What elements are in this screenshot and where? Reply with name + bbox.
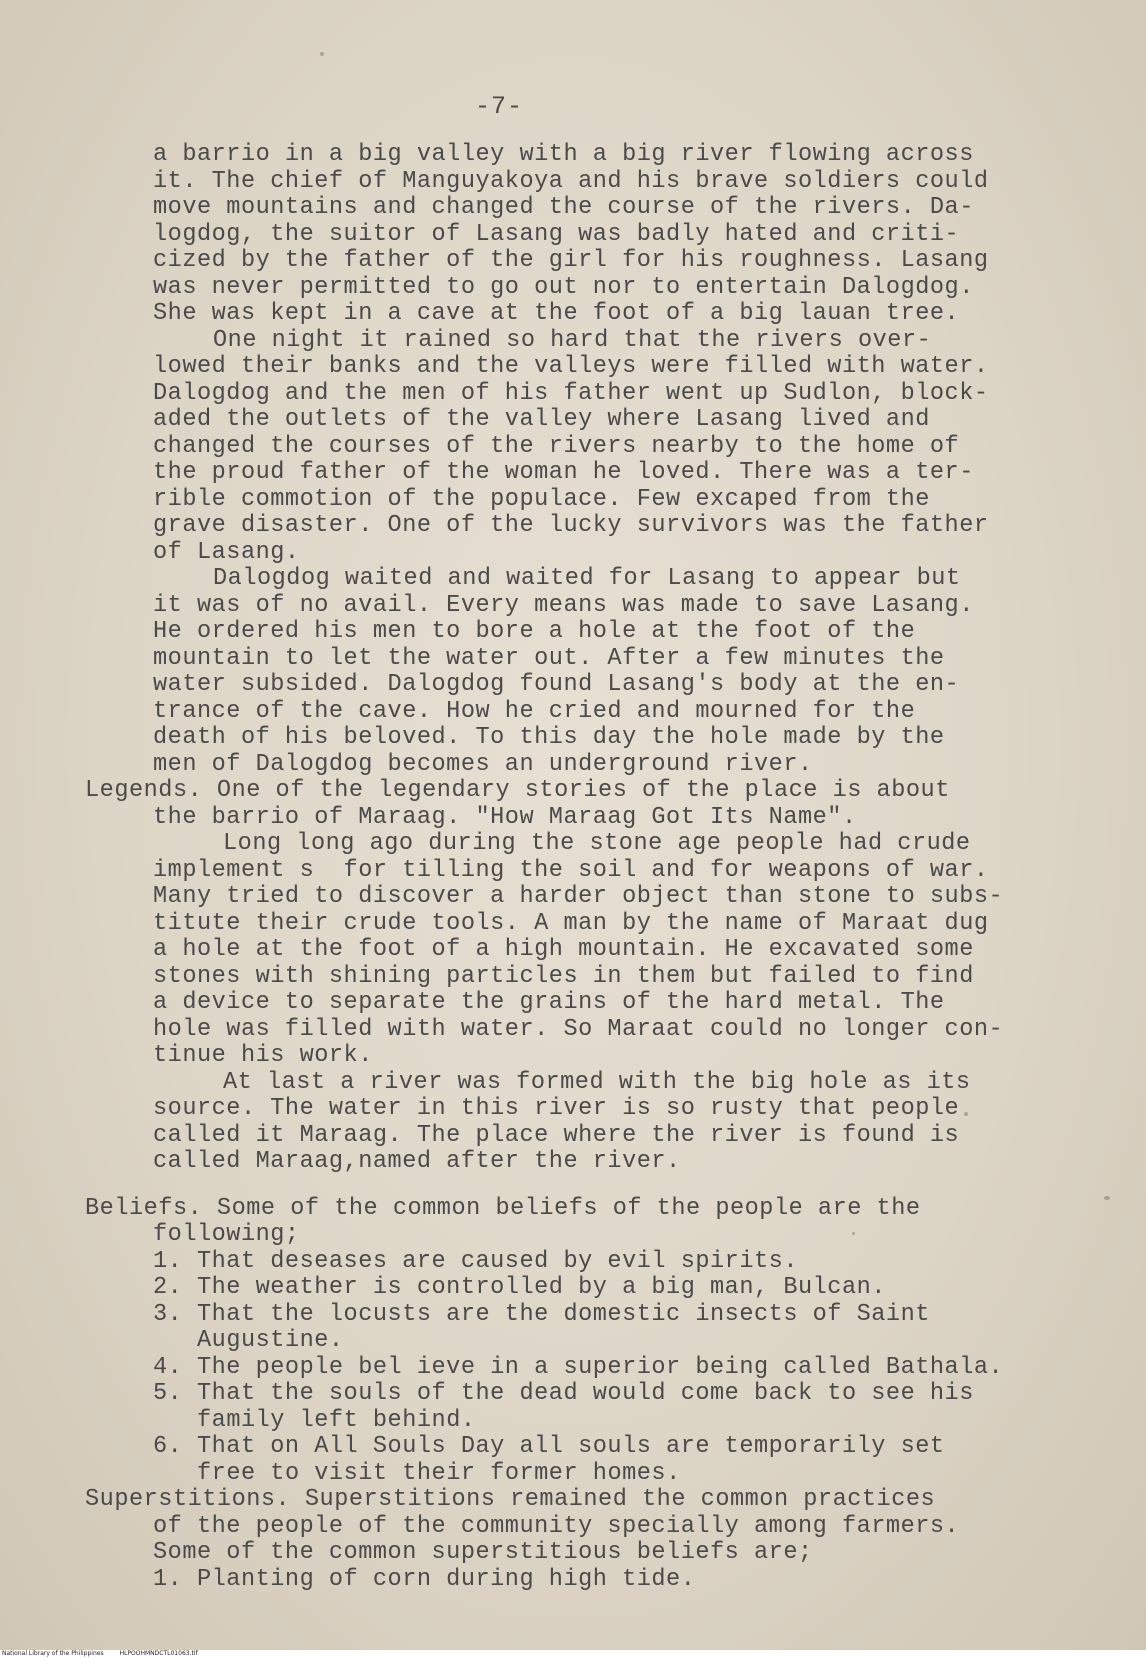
text-line: lowed their banks and the valleys were filled with water. (153, 353, 989, 380)
text-line: Dalogdog and the men of his father went up Sudlon, block- (153, 379, 989, 407)
text-line: mountain to let the water out. After a few minutes the (153, 644, 945, 672)
text-line: death of his beloved. To this day the hole made by the (153, 724, 945, 751)
text-line: He ordered his men to bore a hole at the foot of the (153, 618, 916, 645)
text-line: Beliefs. Some of the common beliefs of the people are the (85, 1194, 921, 1222)
text-line: family left behind. (197, 1406, 476, 1434)
text-line: free to visit their former homes. (197, 1459, 681, 1487)
text-line: trance of the cave. How he cried and mourned for the (153, 697, 916, 725)
text-line: the proud father of the woman he loved. There was a ter- (153, 459, 974, 486)
text-line: water subsided. Dalogdog found Lasang's body at the en- (153, 671, 960, 698)
text-line: Dalogdog waited and waited for Lasang to appear but (213, 565, 961, 592)
text-line: 2. The weather is controlled by a big man, Bulcan. (153, 1274, 886, 1301)
text-line: 4. The people bel ieve in a superior being called Bathala. (153, 1353, 1004, 1381)
text-line: 5. That the souls of the dead would come back to see his (153, 1380, 974, 1407)
text-line: Many tried to discover a harder object than stone to subs- (153, 883, 1004, 910)
paragraph-gap (85, 1176, 1125, 1196)
paper-speck (1104, 1196, 1110, 1200)
text-line: 1. That deseases are caused by evil spirits. (153, 1247, 798, 1275)
paper-speck (852, 1232, 855, 1235)
text-line: men of Dalogdog becomes an underground river. (153, 750, 813, 778)
text-line: a barrio in a big valley with a big river flowing across (153, 141, 974, 168)
text-line: following; (153, 1221, 300, 1248)
text-line: hole was filled with water. So Maraat could no longer con- (153, 1015, 1004, 1043)
text-line: 6. That on All Souls Day all souls are temporarily set (153, 1433, 945, 1460)
text-line: stones with shining particles in them but failed to find (153, 962, 974, 990)
footer-library: National Library of the Philippines (2, 1650, 104, 1657)
page-number: -7- (475, 92, 524, 121)
text-line: changed the courses of the rivers nearby to the home of (153, 432, 960, 460)
paper-speck (320, 52, 324, 56)
text-line: cized by the father of the girl for his roughness. Lasang (153, 247, 989, 274)
text-line: source. The water in this river is so rusty that people (153, 1095, 960, 1122)
text-line: move mountains and changed the course of the rivers. Da- (153, 194, 974, 221)
footer-file-id: HLPOOHMNDCTL01063.tif (119, 1650, 198, 1657)
text-line: aded the outlets of the valley where Lasang lived and (153, 406, 930, 433)
paper-speck (964, 1112, 968, 1116)
text-line: implement s for tilling the soil and for weapons of war. (153, 856, 989, 884)
document-body (85, 142, 1125, 1593)
text-line: One night it rained so hard that the rivers over- (213, 326, 932, 354)
text-line: called Maraag,named after the river. (153, 1148, 681, 1175)
text-line: Augustine. (197, 1327, 344, 1354)
text-line: She was kept in a cave at the foot of a big lauan tree. (153, 300, 960, 327)
scan-footer (0, 1650, 1146, 1658)
text-line: Some of the common superstitious beliefs are; (153, 1539, 813, 1566)
text-line: 1. Planting of corn during high tide. (153, 1565, 696, 1593)
text-line: rible commotion of the populace. Few excaped from the (153, 485, 930, 513)
text-line: grave disaster. One of the lucky survivors was the father (153, 512, 989, 539)
text-line: Superstitions. Superstitions remained the common practices (85, 1486, 936, 1513)
text-line: of Lasang. (153, 538, 300, 566)
text-line: a hole at the foot of a high mountain. He excavated some (153, 936, 974, 963)
text-line: titute their crude tools. A man by the name of Maraat dug (153, 909, 989, 937)
text-line: it was of no avail. Every means was made to save Lasang. (153, 591, 974, 619)
text-line: it. The chief of Manguyakoya and his brave soldiers could (153, 167, 989, 195)
text-line: tinue his work. (153, 1042, 373, 1069)
text-line: 3. That the locusts are the domestic insects of Saint (153, 1300, 930, 1328)
text-line: logdog, the suitor of Lasang was badly hated and criti- (153, 220, 960, 248)
text-line: At last a river was formed with the big hole as its (223, 1068, 971, 1096)
text-line: of the people of the community specially among farmers. (153, 1512, 960, 1540)
text-line: called it Maraag. The place where the river is found is (153, 1121, 960, 1149)
text-line: Legends. One of the legendary stories of the place is about (85, 777, 950, 804)
text-line: Long long ago during the stone age people had crude (223, 830, 971, 857)
text-line: the barrio of Maraag. "How Maraag Got Its Name". (153, 803, 857, 831)
text-line: was never permitted to go out nor to entertain Dalogdog. (153, 273, 974, 301)
text-line: a device to separate the grains of the hard metal. The (153, 989, 945, 1016)
